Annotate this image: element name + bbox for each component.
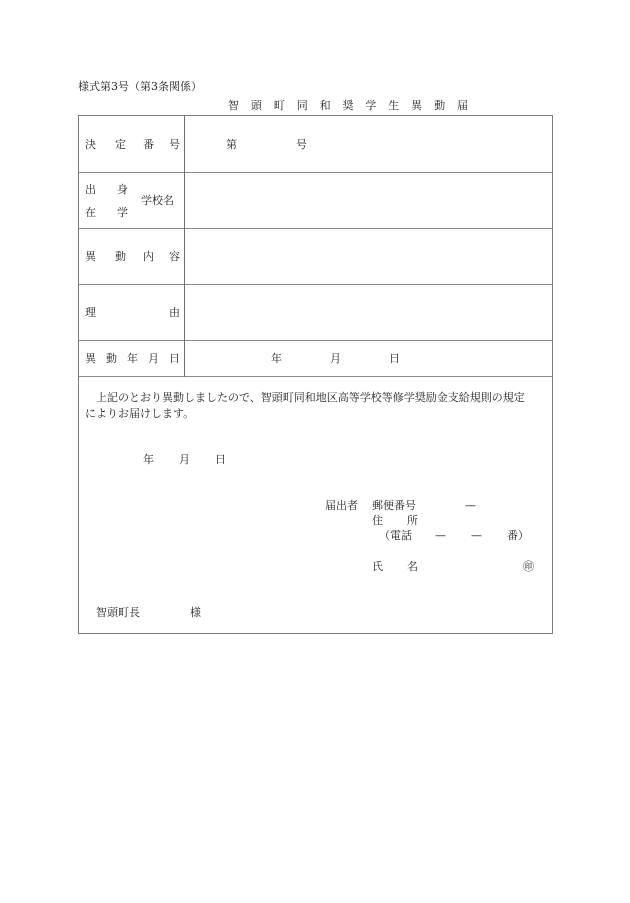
label-char: 名 xyxy=(407,560,418,573)
label-char: 異 xyxy=(85,250,96,263)
month-label: 月 xyxy=(179,453,190,466)
label-char: 氏 xyxy=(372,560,383,573)
postal-code-label: 郵便番号 xyxy=(372,499,416,512)
month-label: 月 xyxy=(330,352,341,365)
label-char: 動 xyxy=(115,250,126,263)
document-title: 智 頭 町 同 和 奨 学 生 異 動 届 xyxy=(228,99,473,112)
reason-field[interactable] xyxy=(185,285,553,340)
year-label: 年 xyxy=(271,352,282,365)
submission-date[interactable] xyxy=(139,452,249,468)
form-number: 様式第3号（第3条関係） xyxy=(78,80,202,93)
label-char: 動 xyxy=(106,352,117,365)
label-char: 身 xyxy=(117,183,128,196)
honorific: 様 xyxy=(190,606,201,619)
addressee-name: 智頭町長 xyxy=(96,606,140,619)
label-char: 号 xyxy=(169,138,180,151)
label-char: 内 xyxy=(143,250,154,263)
declaration-line-2: によりお届けします。 xyxy=(85,407,195,420)
year-label: 年 xyxy=(143,453,154,466)
change-date-field[interactable] xyxy=(185,341,553,376)
label-char: 番 xyxy=(143,138,154,151)
label-char: 由 xyxy=(169,306,180,319)
form-table xyxy=(78,115,553,634)
label-char: 決 xyxy=(85,138,96,151)
seal-icon: ㊞ xyxy=(523,560,534,573)
row-divider xyxy=(79,376,552,377)
declaration-line-1: 上記のとおり異動しましたので、智頭町同和地区高等学校等修学奨励金支給規則の規定 xyxy=(96,391,525,404)
label-char: 在 xyxy=(85,206,96,219)
phone-field[interactable]: — xyxy=(471,529,482,542)
label-char: 学 xyxy=(117,206,128,219)
label-char: 理 xyxy=(85,306,96,319)
applicant-label: 届出者 xyxy=(325,499,358,512)
school-name-field[interactable] xyxy=(185,173,553,228)
label-char: 月 xyxy=(148,352,159,365)
go-label: 号 xyxy=(296,138,307,151)
change-details-field[interactable] xyxy=(185,229,553,284)
phone-label: （電話 xyxy=(379,529,412,542)
phone-field[interactable]: — xyxy=(435,529,446,542)
label-char: 年 xyxy=(127,352,138,365)
day-label: 日 xyxy=(215,453,226,466)
dai-label: 第 xyxy=(226,138,237,151)
label-char: 住 xyxy=(372,514,383,527)
decision-number-field[interactable] xyxy=(185,116,553,172)
postal-code-field[interactable]: — xyxy=(465,499,476,512)
day-label: 日 xyxy=(389,352,400,365)
label-char: 日 xyxy=(169,352,180,365)
label-char: 所 xyxy=(407,514,418,527)
label-char: 異 xyxy=(85,352,96,365)
label-char: 容 xyxy=(169,250,180,263)
label-char: 定 xyxy=(115,138,126,151)
school-name-label: 学校名 xyxy=(141,194,174,207)
label-char: 出 xyxy=(85,183,96,196)
phone-suffix: 番） xyxy=(507,529,529,542)
